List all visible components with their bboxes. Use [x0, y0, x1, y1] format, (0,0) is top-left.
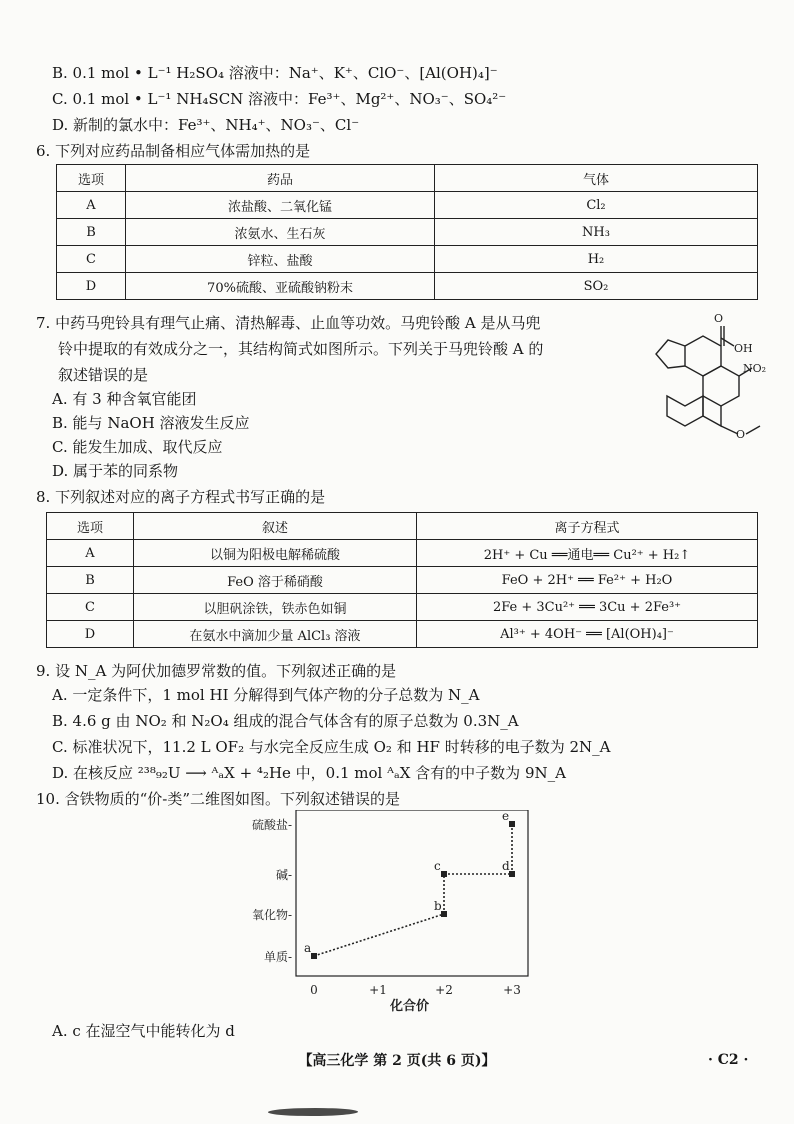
data-point-b [441, 911, 447, 917]
table-cell: 在氨水中滴加少量 AlCl₃ 溶液 [134, 621, 417, 648]
q5-option-d: D. 新制的氯水中：Fe³⁺、NH₄⁺、NO₃⁻、Cl⁻ [52, 116, 360, 134]
q5-option-b: B. 0.1 mol • L⁻¹ H₂SO₄ 溶液中：Na⁺、K⁺、ClO⁻、[Al(OH)₄]⁻ [52, 64, 498, 82]
q6-table [56, 164, 758, 300]
q5-option-c: C. 0.1 mol • L⁻¹ NH₄SCN 溶液中：Fe³⁺、Mg²⁺、NO₃⁻、SO₄²⁻ [52, 90, 507, 108]
data-point-d [509, 871, 515, 877]
q6-stem: 6. 下列对应药品制备相应气体需加热的是 [36, 142, 311, 160]
y-tick-label: 碱- [275, 868, 292, 882]
y-tick-label: 单质- [263, 950, 292, 964]
x-tick-label: +3 [503, 983, 521, 997]
table-row [47, 594, 758, 621]
table-cell: C [57, 246, 126, 273]
table-cell: NH₃ [435, 219, 758, 246]
table-cell: SO₂ [435, 273, 758, 300]
dioxole-ring [656, 340, 685, 368]
table-cell: Al³⁺ + 4OH⁻ ══ [Al(OH)₄]⁻ [417, 621, 758, 648]
q8-table [46, 512, 758, 648]
data-point-e [509, 821, 515, 827]
data-point-label: e [502, 810, 510, 823]
table-header-row [47, 513, 758, 540]
y-tick-label: 氧化物- [251, 908, 292, 922]
table-header: 叙述 [134, 513, 417, 540]
data-point-label: b [434, 899, 442, 913]
carbonyl-o-label: O [714, 312, 724, 325]
q7-stem-line3: 叙述错误的是 [58, 366, 149, 384]
data-point-a [311, 953, 317, 959]
hydroxyl-label: OH [734, 342, 753, 355]
table-cell: C [47, 594, 134, 621]
table-header: 选项 [57, 165, 126, 192]
data-point-label: d [502, 859, 510, 873]
scan-smudge [266, 1108, 361, 1116]
table-row [47, 621, 758, 648]
valence-category-chart [240, 810, 550, 1020]
table-cell: H₂ [435, 246, 758, 273]
q7-option-d: D. 属于苯的同系物 [52, 462, 179, 480]
table-header-row [57, 165, 758, 192]
y-tick-label: 硫酸盐- [251, 818, 292, 832]
table-cell: FeO 溶于稀硝酸 [134, 567, 417, 594]
table-header: 气体 [435, 165, 758, 192]
table-cell: 浓盐酸、二氧化锰 [126, 192, 435, 219]
table-cell: 浓氨水、生石灰 [126, 219, 435, 246]
x-tick-label: +1 [369, 983, 387, 997]
methoxy-o-label: O [736, 428, 746, 441]
q10-stem: 10. 含铁物质的“价-类”二维图如图。下列叙述错误的是 [36, 790, 401, 808]
table-header: 药品 [126, 165, 435, 192]
table-cell: B [47, 567, 134, 594]
aristolochic-acid-structure [630, 310, 770, 450]
table-row [47, 540, 758, 567]
q9-option-a: A. 一定条件下，1 mol HI 分解得到气体产物的分子总数为 N_A [52, 686, 480, 704]
page-id: · C2 · [708, 1052, 749, 1068]
q8-stem: 8. 下列叙述对应的离子方程式书写正确的是 [36, 488, 326, 506]
x-tick-label: +2 [435, 983, 453, 997]
benzene-ring-3 [667, 396, 703, 426]
nitro-label: NO₂ [743, 362, 767, 375]
benzene-ring-2 [703, 366, 739, 406]
table-row [57, 246, 758, 273]
table-row [57, 192, 758, 219]
table-cell: D [47, 621, 134, 648]
table-header: 选项 [47, 513, 134, 540]
data-point-c [441, 871, 447, 877]
table-row [57, 273, 758, 300]
table-row [57, 219, 758, 246]
q7-stem-line2: 铃中提取的有效成分之一，其结构简式如图所示。下列关于马兜铃酸 A 的 [58, 340, 544, 358]
table-cell: 2H⁺ + Cu ══通电══ Cu²⁺ + H₂↑ [417, 540, 758, 567]
table-cell: Cl₂ [435, 192, 758, 219]
table-cell: FeO + 2H⁺ ══ Fe²⁺ + H₂O [417, 567, 758, 594]
q9-option-b: B. 4.6 g 由 NO₂ 和 N₂O₄ 组成的混合气体含有的原子总数为 0.3N_A [52, 712, 519, 730]
table-cell: 锌粒、盐酸 [126, 246, 435, 273]
table-cell: D [57, 273, 126, 300]
benzene-ring-1 [685, 336, 721, 376]
table-cell: B [57, 219, 126, 246]
q9-stem: 9. 设 N_A 为阿伏加德罗常数的值。下列叙述正确的是 [36, 662, 397, 680]
page-footer: 【高三化学 第 2 页(共 6 页)】 [298, 1053, 496, 1069]
data-point-label: c [434, 859, 441, 873]
q9-option-c: C. 标准状况下，11.2 L OF₂ 与水完全反应生成 O₂ 和 HF 时转移的电子数为 2N_A [52, 738, 611, 756]
table-cell: A [47, 540, 134, 567]
table-cell: 以胆矾涂铁，铁赤色如铜 [134, 594, 417, 621]
table-cell: 70%硫酸、亚硫酸钠粉末 [126, 273, 435, 300]
table-cell: 2Fe + 3Cu²⁺ ══ 3Cu + 2Fe³⁺ [417, 594, 758, 621]
x-axis-label: 化合价 [390, 999, 430, 1014]
q9-option-d: D. 在核反应 ²³⁸₉₂U ⟶ ᴬₐX + ⁴₂He 中，0.1 mol ᴬₐX 含有的中子数为 9N_A [52, 764, 566, 782]
q10-option-a: A. c 在湿空气中能转化为 d [52, 1022, 235, 1040]
q7-option-b: B. 能与 NaOH 溶液发生反应 [52, 414, 250, 432]
table-cell: 以铜为阳极电解稀硫酸 [134, 540, 417, 567]
table-header: 离子方程式 [417, 513, 758, 540]
link-a-b [314, 914, 444, 956]
table-cell: A [57, 192, 126, 219]
table-row [47, 567, 758, 594]
q7-stem-line1: 7. 中药马兜铃具有理气止痛、清热解毒、止血等功效。马兜铃酸 A 是从马兜 [36, 314, 541, 332]
q7-option-c: C. 能发生加成、取代反应 [52, 438, 223, 456]
x-tick-label: 0 [310, 983, 318, 997]
q7-option-a: A. 有 3 种含氧官能团 [52, 390, 197, 408]
data-point-label: a [304, 941, 312, 955]
